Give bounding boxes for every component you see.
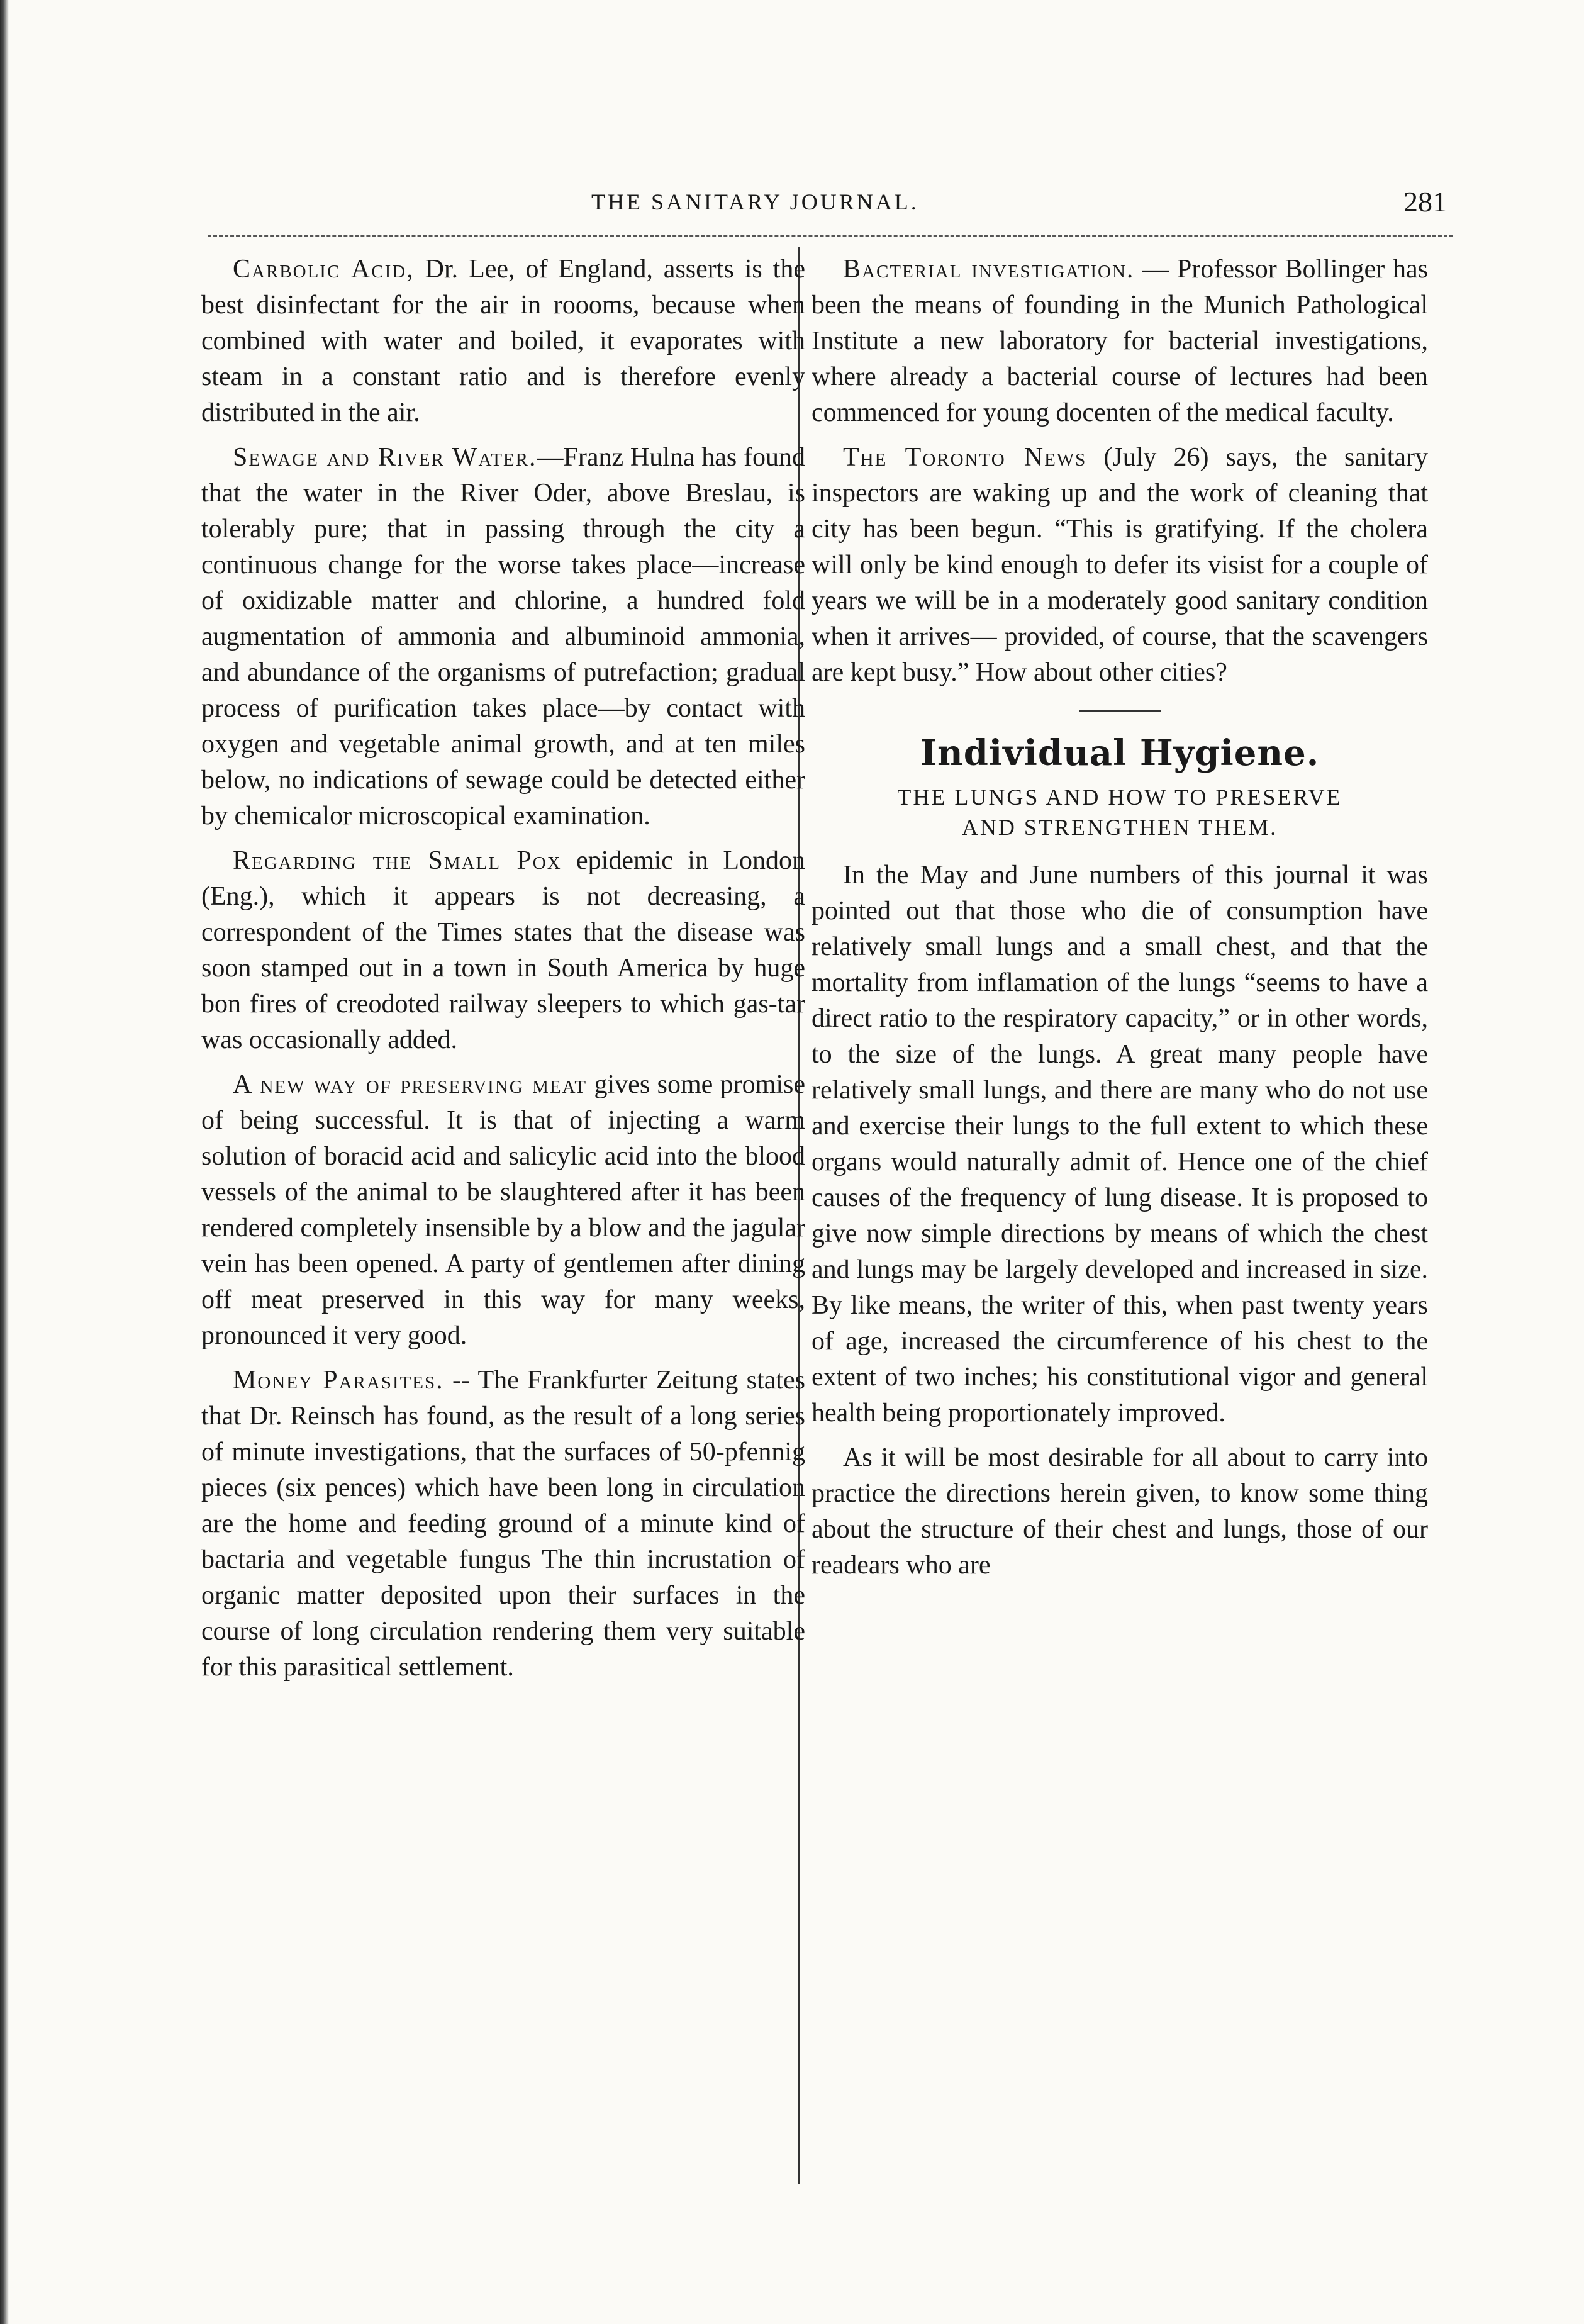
article-carbolic-acid [201,252,805,431]
article-body: epidemic in London (Eng.), which it appears is not decreasing, a correspondent of the Times states that the disease was soon stamped out in a town in South America by huge bon fires of creodoted railway sleepers to which gas-tar was occasionally added. [201,846,805,1054]
section-subtitle-line: THE LUNGS AND HOW TO PRESERVE [897,785,1342,810]
section-title: Individual Hygiene. [920,732,1320,774]
article-lead: Sewage and River Water. [233,443,537,472]
article-bacterial-investigation [812,252,1428,431]
article-lead: Bacterial investigation. [843,255,1135,284]
article-preserving-meat [201,1067,805,1354]
article-body: gives some promise of being successful. It is that of injecting a warm solution of boracid acid and salicylic acid into the blood vessels of the animal to be slaughtered after it has been rendered completely insensible by a blow and the jagular vein has been opened. A party of gentlemen after dining off meat preserved in this way for many weeks, pronounced it very good. [201,1070,805,1350]
article-money-parasites [201,1363,805,1685]
right-column [812,252,1428,1592]
article-lead: The Toronto News [843,443,1087,472]
article-body: (July 26) says, the sanitary inspectors are waking up and the work of cleaning that city has been begun. “This is gratifying. If the cholera will only be kind enough to defer its visist for a couple of years we will be in a moderately good sanitary condition when it arrives— provided, of course, that the scavengers are kept busy.” How about other cities? [812,443,1428,687]
section-separator [1079,710,1161,712]
page-header [226,186,1447,233]
article-body: Dr. Lee, of England, asserts is the best disinfectant for the air in roooms, because when combined with water and boiled, it evaporates with steam in a constant ratio and is therefore evenly distributed in the air. [201,255,805,427]
article-sewage-river-water [201,440,805,834]
page-number: 281 [1403,186,1447,218]
left-column [201,252,805,1694]
article-body: —Franz Hulna has found that the water in the River Oder, above Breslau, is tolerably pure; that in passing through the city a continuous change for the worse takes place—increase of oxidizable matter and chlorine, a hundred fold augmentation of ammonia and albuminoid ammonia, and abundance of the organisms of putrefaction; gradual process of purification takes place—by contact with oxygen and vegetable animal growth, and at ten miles below, no indications of sewage could be detected either by chemicalor microscopical examination. [201,443,805,830]
header-rule [208,235,1453,237]
article-body: -- The Frankfurter Zeitung states that Dr. Reinsch has found, as the result of a long series of minute investigations, that the surfaces of 50-pfennig pieces (six pences) which have been long in circulation are the home and feeding ground of a minute kind of bactaria and vegetable fungus The thin incrustation of organic matter deposited upon their surfaces in the course of long circulation rendering them very suitable for this parasitical settlement. [201,1366,805,1682]
article-lungs-continued: As it will be most desirable for all about to carry into practice the directions herein given, to know some thing about the structure of their chest and lungs, those of our readears who are [812,1443,1428,1580]
article-lead: Money Parasites. [233,1366,444,1395]
article-body: — Professor Bollinger has been the means of founding in the Munich Pathological Institute a new laboratory for bacterial investigations, where already a bacterial course of lectures had been commenced for young docenten of the medical faculty. [812,255,1428,427]
page-edge-shadow [0,0,9,2324]
article-lead: Carbolic Acid, [233,255,415,284]
article-small-pox [201,843,805,1058]
article-lead: A new way of preserving meat [233,1070,588,1099]
article-toronto-news [812,440,1428,691]
running-title: THE SANITARY JOURNAL. [591,189,919,215]
section-subtitle-line: AND STRENGTHEN THEM. [961,815,1278,840]
article-lead: Regarding the Small Pox [233,846,562,875]
article-lungs-intro: In the May and June numbers of this journal it was pointed out that those who die of consumption have relatively small lungs and a small chest, and that the mortality from inflamation of the lungs “seems to have a direct ratio to the respiratory capacity,” or in other words, to the size of the lungs. A great many people have relatively small lungs, and there are many who do not use and exercise their lungs to the full extent to which these organs would naturally admit of. Hence one of the chief causes of the frequency of lung disease. It is proposed to give now simple directions by means of which the chest and lungs may be largely developed and increased in size. By like means, the writer of this, when past twenty years of age, increased the circumference of his chest to the extent of two inches; his constitutional vigor and general health being proportionately improved. [812,861,1428,1427]
section-subtitle [812,782,1428,842]
